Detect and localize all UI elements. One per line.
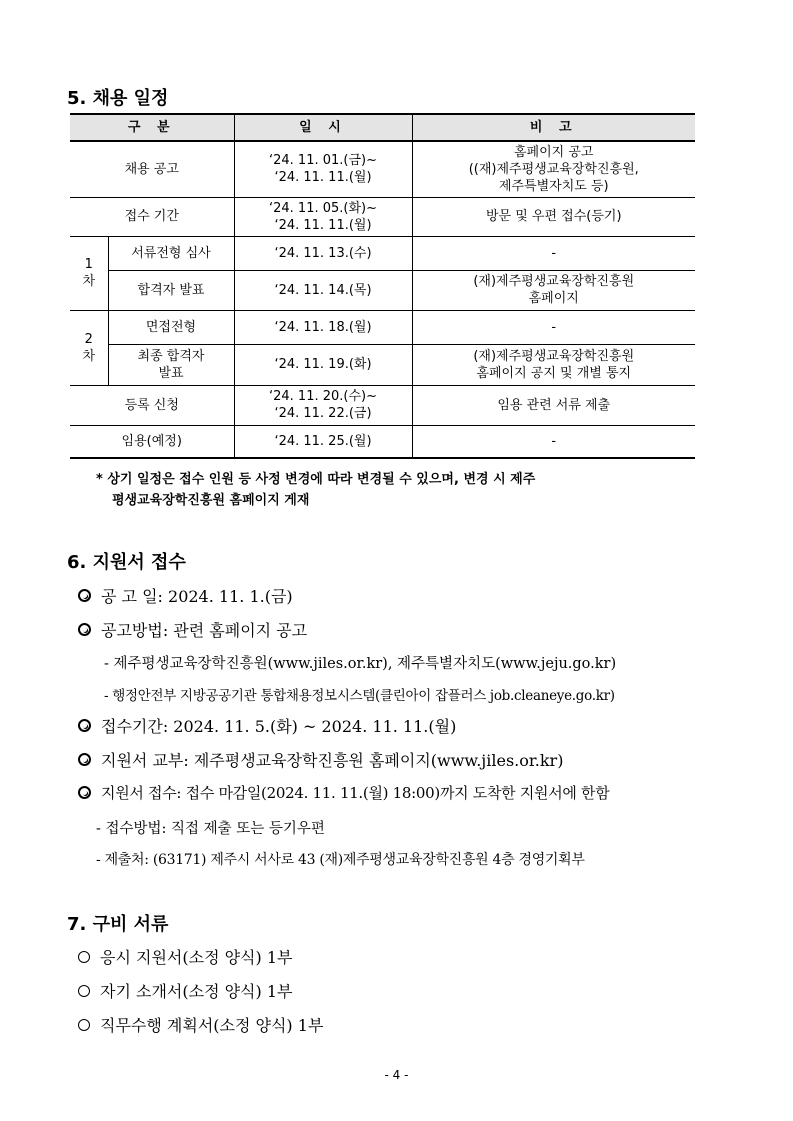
row-date: ‘24. 11. 13.(수) <box>234 236 412 270</box>
table-row <box>70 310 695 344</box>
row-date: ‘24. 11. 19.(화) <box>234 344 412 385</box>
row-label: 임용(예정) <box>70 425 234 458</box>
recruitment-schedule-table <box>70 113 695 459</box>
schedule-note <box>96 469 726 511</box>
row-remark: (재)제주평생교육장학진흥원 홈페이지 <box>412 270 695 310</box>
sub-item: - 행정안전부 지방공공기관 통합채용정보시스템(클린아이 잡플러스 job.cleaneye.go.kr) <box>104 688 615 704</box>
schedule-note-line-1: * 상기 일정은 접수 인원 등 사정 변경에 따라 변경될 수 있으며, 변경 시 제주 <box>96 472 536 487</box>
bullet-icon <box>78 753 91 766</box>
list-item-text: 접수기간: 2024. 11. 5.(화) ~ 2024. 11. 11.(월) <box>101 717 457 736</box>
list-item-text: 지원서 교부: 제주평생교육장학진흥원 홈페이지(www.jiles.or.kr) <box>101 751 564 770</box>
table-row <box>70 197 695 236</box>
bullet-icon <box>78 786 91 799</box>
section-6-heading: 6. 지원서 접수 <box>67 552 186 573</box>
sub-item: - 접수방법: 직접 제출 또는 등기우편 <box>96 821 325 837</box>
row-date: ‘24. 11. 25.(월) <box>234 425 412 458</box>
bullet-icon <box>78 623 91 636</box>
row-remark: - <box>412 425 695 458</box>
section-5-heading: 5. 채용 일정 <box>67 88 169 109</box>
list-item <box>78 748 563 771</box>
table-row <box>70 425 695 458</box>
list-item <box>78 945 292 968</box>
row-label: 채용 공고 <box>70 141 234 197</box>
list-item-text: 직무수행 계획서(소정 양식) 1부 <box>100 1016 324 1035</box>
row-date: ‘24. 11. 01.(금)~ ‘24. 11. 11.(월) <box>234 141 412 197</box>
page-number: - 4 - <box>384 1068 409 1082</box>
row-remark: 임용 관련 서류 제출 <box>412 385 695 425</box>
list-item <box>78 782 609 803</box>
row-label: 합격자 발표 <box>108 270 234 310</box>
list-item <box>78 714 456 737</box>
row-date: ‘24. 11. 20.(수)~ ‘24. 11. 22.(금) <box>234 385 412 425</box>
list-item-text: 지원서 접수: 접수 마감일(2024. 11. 11.(월) 18:00)까지 도착한 지원서에 한함 <box>101 784 610 802</box>
list-item-text: 공고방법: 관련 홈페이지 공고 <box>101 621 308 640</box>
row-remark: - <box>412 310 695 344</box>
table-header-row <box>70 114 695 141</box>
row-remark: 방문 및 우편 접수(등기) <box>412 197 695 236</box>
sub-item: - 제주평생교육장학진흥원(www.jiles.or.kr), 제주특별자치도(www.jeju.go.kr) <box>104 656 617 672</box>
row-date: ‘24. 11. 18.(월) <box>234 310 412 344</box>
table-row <box>70 236 695 270</box>
table-row <box>70 385 695 425</box>
circle-bullet-icon <box>78 951 90 963</box>
bullet-icon <box>78 589 91 602</box>
table-row <box>70 141 695 197</box>
header-remark: 비 고 <box>412 114 695 141</box>
row-label: 최종 합격자 발표 <box>108 344 234 385</box>
list-item <box>78 1013 323 1036</box>
section-7-heading: 7. 구비 서류 <box>67 914 169 935</box>
circle-bullet-icon <box>78 985 90 997</box>
list-item-text: 자기 소개서(소정 양식) 1부 <box>100 982 293 1001</box>
bullet-icon <box>78 719 91 732</box>
row-label: 등록 신청 <box>70 385 234 425</box>
header-category: 구 분 <box>70 114 234 141</box>
stage-2-label: 2 차 <box>70 310 108 385</box>
row-label: 면접전형 <box>108 310 234 344</box>
table-row <box>70 344 695 385</box>
list-item-text: 공 고 일: 2024. 11. 1.(금) <box>101 587 293 606</box>
row-remark: - <box>412 236 695 270</box>
row-date: ‘24. 11. 14.(목) <box>234 270 412 310</box>
list-item <box>78 979 292 1002</box>
header-date: 일 시 <box>234 114 412 141</box>
list-item <box>78 618 307 641</box>
table-row <box>70 270 695 310</box>
row-remark: (재)제주평생교육장학진흥원 홈페이지 공지 및 개별 통지 <box>412 344 695 385</box>
circle-bullet-icon <box>78 1019 90 1031</box>
stage-1-label: 1 차 <box>70 236 108 310</box>
schedule-note-line-2: 평생교육장학진흥원 홈페이지 게재 <box>112 493 310 508</box>
sub-item: - 제출처: (63171) 제주시 서사로 43 (재)제주평생교육장학진흥원 4층 경영기획부 <box>96 852 585 868</box>
row-date: ‘24. 11. 05.(화)~ ‘24. 11. 11.(월) <box>234 197 412 236</box>
row-remark: 홈페이지 공고 ((재)제주평생교육장학진흥원, 제주특별자치도 등) <box>412 141 695 197</box>
list-item <box>78 584 293 607</box>
row-label: 서류전형 심사 <box>108 236 234 270</box>
list-item-text: 응시 지원서(소정 양식) 1부 <box>100 948 293 967</box>
row-label: 접수 기간 <box>70 197 234 236</box>
